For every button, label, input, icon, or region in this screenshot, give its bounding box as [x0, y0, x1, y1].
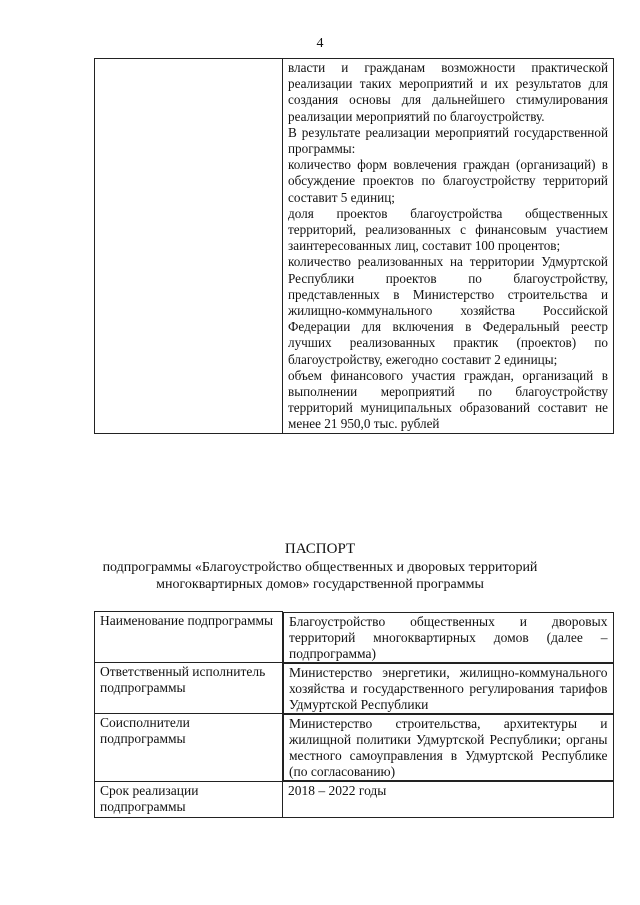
row-value: Министерство строительства, архитектуры и жилищной политики Удмуртской Республики; органы местного самоуправления в Удмуртской Республике (по согласованию)	[283, 714, 614, 781]
results-paragraph: объем финансового участия граждан, организаций в выполнении мероприятий по благоустройству территорий муниципальных образований составит не менее 21 950,0 тыс. рублей	[288, 367, 608, 432]
results-paragraph: В результате реализации мероприятий государственной программы:	[288, 124, 608, 157]
row-label: Соисполнители подпрограммы	[95, 714, 283, 782]
passport-heading: ПАСПОРТ	[284, 541, 356, 557]
table-row	[95, 663, 614, 714]
table-row	[95, 714, 614, 782]
row-label: Ответственный исполнитель подпрограммы	[95, 663, 283, 714]
table-row	[95, 781, 614, 817]
row-value: Министерство энергетики, жилищно-коммунального хозяйства и государственного регулирования тарифов Удмуртской Республики	[283, 663, 614, 714]
program-results-table	[94, 58, 614, 434]
results-paragraph: количество реализованных на территории Удмуртской Республики проектов по благоустройству, представленных в Министерство строительства и жилищно-коммунального хозяйства Российской Федерации для включения в Федеральный реестр лучших реализованных практик (проектов) по благоустройству, ежегодно составит 2 единицы;	[288, 254, 608, 367]
table-row	[95, 59, 614, 434]
row-label: Срок реализации подпрограммы	[95, 781, 283, 817]
row-value: Благоустройство общественных и дворовых территорий многоквартирных домов (далее – подпрограмма)	[283, 612, 614, 663]
results-paragraph: доля проектов благоустройства общественных территорий, реализованных с финансовым участием заинтересованных лиц, составит 100 процентов;	[288, 205, 608, 254]
results-paragraph: власти и гражданам возможности практической реализации таких мероприятий и их результатов для создания основы для дальнейшего стимулирования реализации мероприятий по благоустройству.	[288, 60, 608, 124]
passport-subtitle: подпрограммы «Благоустройство общественных и дворовых территорий многоквартирных домов» государственной программы	[102, 560, 538, 592]
table-cell-empty	[95, 59, 283, 434]
row-value: 2018 – 2022 годы	[283, 781, 614, 817]
table-cell-results	[283, 59, 614, 434]
page-number: 4	[316, 36, 324, 51]
row-label: Наименование подпрограммы	[95, 612, 283, 663]
results-paragraph: количество форм вовлечения граждан (организаций) в обсуждение проектов по благоустройству территорий составит 5 единиц;	[288, 157, 608, 205]
table-row	[95, 612, 614, 663]
passport-table	[94, 611, 614, 818]
